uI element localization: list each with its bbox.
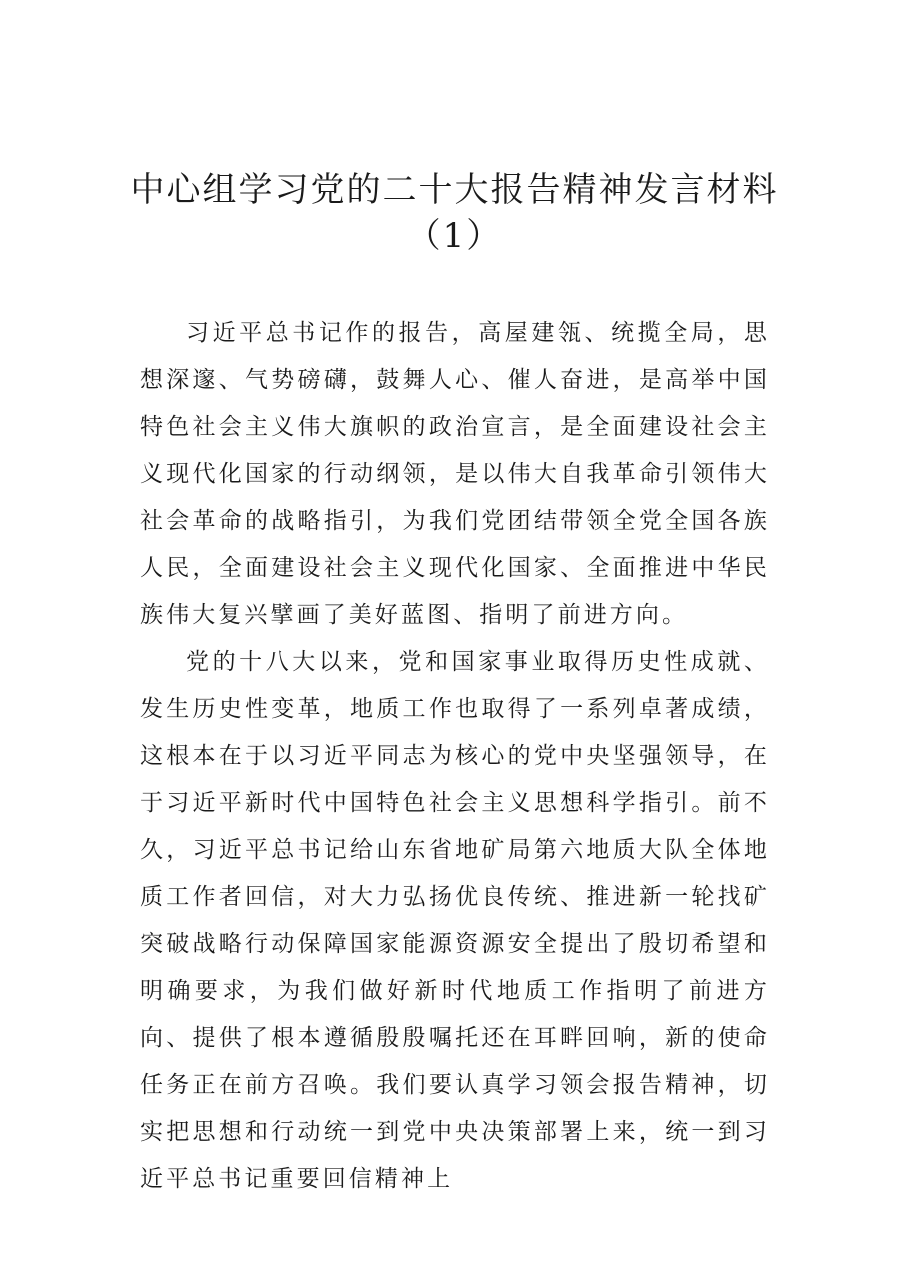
document-body	[140, 310, 770, 1203]
document-title-number: （1）	[406, 216, 503, 256]
paragraph-2: 党的十八大以来，党和国家事业取得历史性成就、发生历史性变革，地质工作也取得了一系列卓著成绩，这根本在于以习近平同志为核心的党中央坚强领导，在于习近平新时代中国特色社会主义思想科学指引。前不久，习近平总书记给山东省地矿局第六地质大队全体地质工作者回信，对大力弘扬优良传统、推进新一轮找矿突破战略行动保障国家能源资源安全提出了殷切希望和明确要求，为我们做好新时代地质工作指明了前进方向、提供了根本遵循殷殷嘱托还在耳畔回响，新的使命任务正在前方召唤。我们要认真学习领会报告精神，切实把思想和行动统一到党中央决策部署上来，统一到习近平总书记重要回信精神上	[140, 649, 770, 1192]
paragraph-1: 习近平总书记作的报告，高屋建瓴、统揽全局，思想深邃、气势磅礴，鼓舞人心、催人奋进，是高举中国特色社会主义伟大旗帜的政治宣言，是全面建设社会主义现代化国家的行动纲领，是以伟大自我革命引领伟大社会革命的战略指引，为我们党团结带领全党全国各族人民，全面建设社会主义现代化国家、全面推进中华民族伟大复兴擘画了美好蓝图、指明了前进方向。	[140, 320, 770, 628]
document-title: 中心组学习党的二十大报告精神发言材料	[130, 170, 779, 210]
